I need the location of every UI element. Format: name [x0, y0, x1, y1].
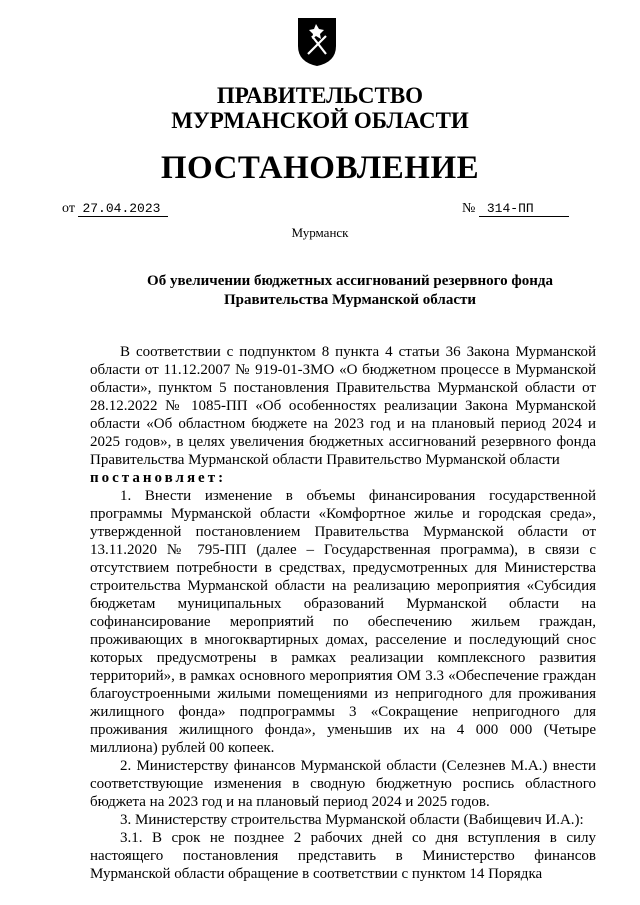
decree-word-row	[90, 469, 596, 487]
decree-word: постановляет:	[90, 470, 227, 486]
document-number: 314-ПП	[479, 201, 569, 217]
date-prefix: от	[62, 201, 75, 216]
paragraph-3: 3. Министерству строительства Мурманской области (Вабищевич И.А.):	[120, 812, 584, 828]
org-name-line1: ПРАВИТЕЛЬСТВО	[216, 83, 424, 108]
number-row	[462, 201, 569, 217]
document-subject	[100, 272, 600, 310]
document-body	[90, 343, 596, 883]
paragraph-3-1: 3.1. В срок не позднее 2 рабочих дней со дня вступления в силу настоящего постановления представить в Министерство финансов Мурманской области обращение в соответствии с пунктом 14 Порядка	[90, 830, 596, 882]
number-prefix: №	[462, 201, 476, 216]
document-date: 27.04.2023	[78, 201, 168, 217]
subject-line1: Об увеличении бюджетных ассигнований резервного фонда	[147, 273, 553, 289]
city: Мурманск	[291, 225, 349, 240]
subject-line2: Правительства Мурманской области	[223, 292, 477, 308]
coat-of-arms-icon	[294, 14, 340, 68]
paragraph-1: 1. Внести изменение в объемы финансирования государственной программы Мурманской области «Комфортное жилье и городская среда», утвержденной постановлением Правительства Мурманской области от 13.11.2020 № 795-ПП (далее – Государственная программа), в связи с отсутствием потребности в средствах, предусмотренных для Министерства строительства Мурманской области на реализацию мероприятия «Субсидия бюджетам муниципальных образований Мурманской области на софинансирование мероприятий по обеспечению жильем граждан, проживающих в многоквартирных домах, расселение и последующий снос которых предусмотрены в рамках реализации комплексного развития территорий», в рамках основного мероприятия ОМ 3.3 «Обеспечение граждан благоустроенными жилыми помещениями из непригодного для проживания жилищного фонда» подпрограммы 3 «Сокращение непригодного для проживания жилищного фонда», уменьшив их на 4 000 000 (Четыре миллиона) рублей 00 копеек.	[90, 488, 596, 756]
date-row	[62, 201, 168, 217]
preamble-paragraph: В соответствии с подпунктом 8 пункта 4 статьи 36 Закона Мурманской области от 11.12.2007 № 919-01-ЗМО «О бюджетном процессе в Мурманской области», пунктом 5 постановления Правительства Мурманской области от 28.12.2022 № 1085-ПП «Об особенностях реализации Закона Мурманской области «Об областном бюджете на 2023 год и на плановый период 2024 и 2025 годов», в целях увеличения бюджетных ассигнований резервного фонда Правительства Мурманской области Правительство Мурманской области	[90, 344, 596, 468]
document-type: ПОСТАНОВЛЕНИЕ	[160, 150, 480, 186]
paragraph-2: 2. Министерству финансов Мурманской области (Селезнев М.А.) внести соответствующие изменения в сводную бюджетную роспись областного бюджета на 2023 год и на плановый период 2024 и 2025 годов.	[90, 758, 596, 810]
org-name-line2: МУРМАНСКОЙ ОБЛАСТИ	[171, 108, 469, 133]
